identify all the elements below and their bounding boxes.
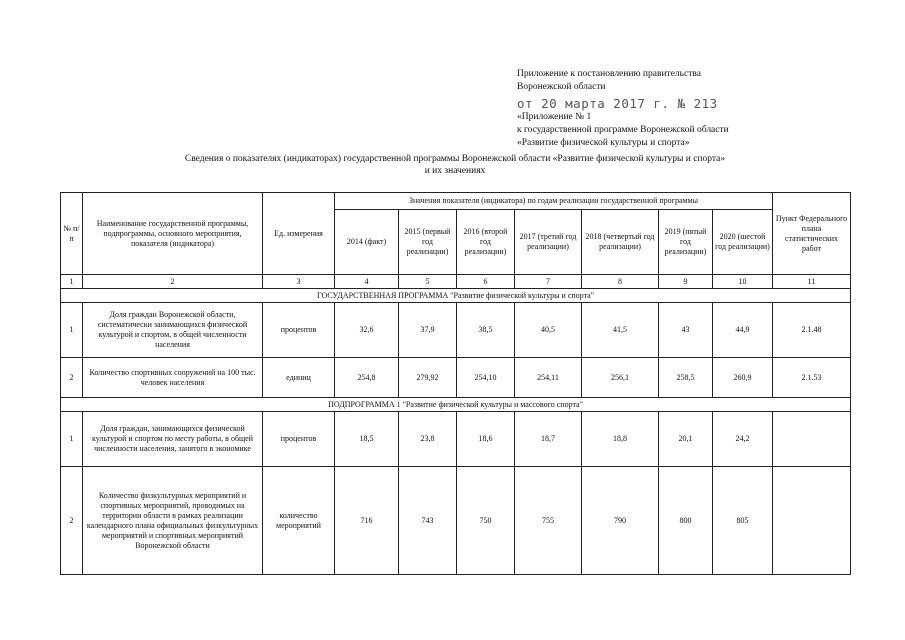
document-subtitle: и их значениях bbox=[424, 166, 486, 176]
row-name: Доля граждан, занимающихся физической культурой и спортом по месту работы, в общей численности населения, занятого в экономике bbox=[83, 412, 263, 467]
section-title: ГОСУДАРСТВЕННАЯ ПРОГРАММА "Развитие физической культуры и спорта" bbox=[61, 289, 851, 303]
column-number: 8 bbox=[582, 275, 659, 289]
row-value: 18,8 bbox=[582, 412, 659, 467]
row-value: 32,6 bbox=[335, 303, 399, 358]
column-number: 2 bbox=[83, 275, 263, 289]
row-value: 254,8 bbox=[335, 358, 399, 398]
row-value: 41,5 bbox=[582, 303, 659, 358]
date-stamp: от 20 марта 2017 г. № 213 bbox=[517, 96, 718, 111]
column-number: 5 bbox=[399, 275, 457, 289]
row-unit: процентов bbox=[263, 412, 335, 467]
header-unit: Ед. измерения bbox=[263, 193, 335, 275]
row-value: 24,2 bbox=[713, 412, 773, 467]
column-number: 7 bbox=[515, 275, 582, 289]
row-value: 716 bbox=[335, 467, 399, 575]
column-numbers-row bbox=[61, 275, 851, 289]
row-value: 260,9 bbox=[713, 358, 773, 398]
header-name: Наименование государственной программы, подпрограммы, основного мероприятия, показателя (индикатора) bbox=[83, 193, 263, 275]
row-unit: процентов bbox=[263, 303, 335, 358]
row-value: 43 bbox=[659, 303, 713, 358]
header-year: 2014 (факт) bbox=[335, 210, 399, 275]
header-line: к государственной программе Воронежской области bbox=[517, 125, 729, 135]
header-year: 2016 (второй год реализации) bbox=[457, 210, 515, 275]
row-federal bbox=[773, 412, 851, 467]
header-num: № п/п bbox=[61, 193, 83, 275]
row-value: 800 bbox=[659, 467, 713, 575]
column-number: 10 bbox=[713, 275, 773, 289]
header-line: Воронежской области bbox=[517, 82, 606, 92]
row-value: 23,8 bbox=[399, 412, 457, 467]
row-federal bbox=[773, 467, 851, 575]
column-number: 1 bbox=[61, 275, 83, 289]
row-federal: 2.1.53 bbox=[773, 358, 851, 398]
row-name: Количество спортивных сооружений на 100 тыс. человек населения bbox=[83, 358, 263, 398]
row-value: 37,9 bbox=[399, 303, 457, 358]
column-number: 6 bbox=[457, 275, 515, 289]
table-row bbox=[61, 358, 851, 398]
row-value: 750 bbox=[457, 467, 515, 575]
row-value: 790 bbox=[582, 467, 659, 575]
row-name: Доля граждан Воронежской области, систематически занимающихся физической культурой и спортом, в общей численности населения bbox=[83, 303, 263, 358]
column-number: 9 bbox=[659, 275, 713, 289]
table-header-row bbox=[61, 193, 851, 210]
header-values-group: Значения показателя (индикатора) по годам реализации государственной программы bbox=[335, 193, 773, 210]
row-value: 44,9 bbox=[713, 303, 773, 358]
header-year: 2018 (четвертый год реализации) bbox=[582, 210, 659, 275]
table-row bbox=[61, 303, 851, 358]
row-value: 254,10 bbox=[457, 358, 515, 398]
row-num: 1 bbox=[61, 412, 83, 467]
row-value: 38,5 bbox=[457, 303, 515, 358]
row-value: 18,7 bbox=[515, 412, 582, 467]
header-line: Приложение к постановлению правительства bbox=[517, 69, 701, 79]
table-row bbox=[61, 412, 851, 467]
column-number: 4 bbox=[335, 275, 399, 289]
row-federal: 2.1.48 bbox=[773, 303, 851, 358]
row-value: 279,92 bbox=[399, 358, 457, 398]
header-year: 2015 (первый год реализации) bbox=[399, 210, 457, 275]
section-row bbox=[61, 398, 851, 412]
section-row bbox=[61, 289, 851, 303]
row-value: 20,1 bbox=[659, 412, 713, 467]
column-number: 11 bbox=[773, 275, 851, 289]
row-value: 258,5 bbox=[659, 358, 713, 398]
header-year: 2020 (шестой год реализации) bbox=[713, 210, 773, 275]
header-year: 2019 (пятый год реализации) bbox=[659, 210, 713, 275]
row-value: 256,1 bbox=[582, 358, 659, 398]
header-federal: Пункт Федерального плана статистических работ bbox=[773, 193, 851, 275]
row-value: 755 bbox=[515, 467, 582, 575]
row-value: 18,5 bbox=[335, 412, 399, 467]
row-value: 805 bbox=[713, 467, 773, 575]
table-row bbox=[61, 467, 851, 575]
row-num: 2 bbox=[61, 467, 83, 575]
section-title: ПОДПРОГРАММА 1 "Развитие физической культуры и массового спорта" bbox=[61, 398, 851, 412]
row-num: 2 bbox=[61, 358, 83, 398]
row-value: 743 bbox=[399, 467, 457, 575]
row-value: 18,6 bbox=[457, 412, 515, 467]
column-number: 3 bbox=[263, 275, 335, 289]
row-num: 1 bbox=[61, 303, 83, 358]
row-unit: единиц bbox=[263, 358, 335, 398]
row-unit: количество мероприятий bbox=[263, 467, 335, 575]
header-line: «Развитие физической культуры и спорта» bbox=[517, 138, 690, 148]
document-title: Сведения о показателях (индикаторах) государственной программы Воронежской области «Развитие физической культуры и спорта» bbox=[184, 154, 726, 164]
header-line: «Приложение № 1 bbox=[517, 112, 592, 122]
indicators-table bbox=[60, 192, 851, 575]
row-value: 254,11 bbox=[515, 358, 582, 398]
row-name: Количество физкультурных мероприятий и спортивных мероприятий, проводимых на территории области в рамках реализации календарного плана официальных физкультурных мероприятий и спортивных мероприятий Воронежской области bbox=[83, 467, 263, 575]
row-value: 40,5 bbox=[515, 303, 582, 358]
header-year: 2017 (третий год реализации) bbox=[515, 210, 582, 275]
